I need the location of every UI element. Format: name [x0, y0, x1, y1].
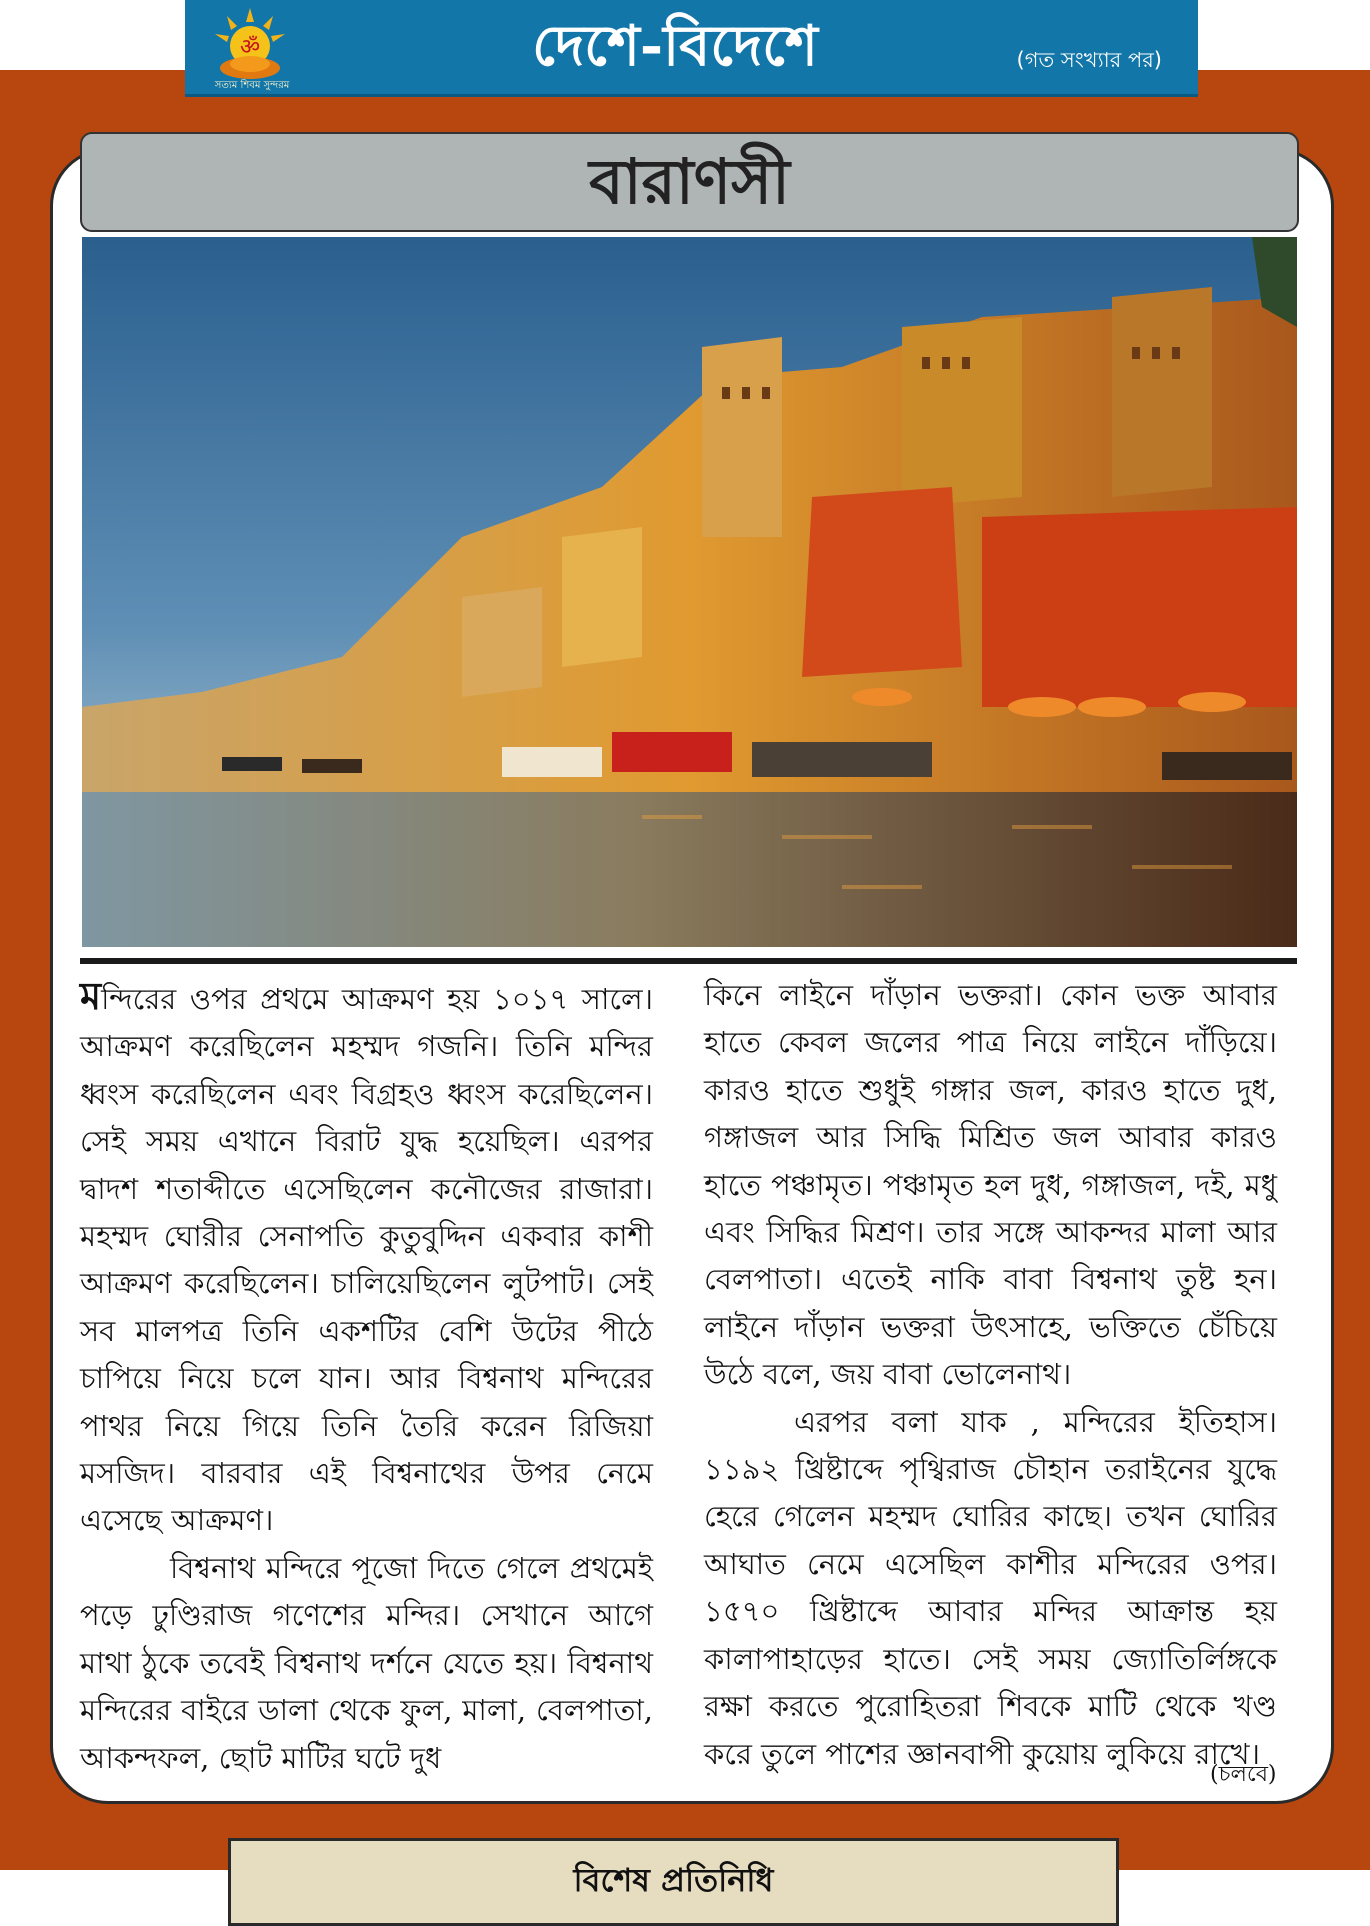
- paragraph-text: ন্দিরের ওপর প্রথমে আক্রমণ হয় ১০১৭ সালে। আক্রমণ করেছিলেন মহম্মদ গজনি। তিনি মন্দির ধ্বংস করেছিলেন এবং বিগ্রহও ধ্বংস করেছিলেন। সেই সময় এখানে বিরাট যুদ্ধ হয়েছিল। এরপর দ্বাদশ শতাব্দীতে এসেছিলেন কনৌজের রাজারা। মহম্মদ ঘোরীর সেনাপতি কুতুবুদ্দিন একবার কাশী আক্রমণ করেছিলেন। চালিয়েছিলেন লুটপাট। সেই সব মালপত্র তিনি একশটির বেশি উটের পীঠে চাপিয়ে নিয়ে চলে যান। আর বিশ্বনাথ মন্দিরের পাথর নিয়ে গিয়ে তিনি তৈরি করেন রিজিয়া মসজিদ। বারবার এই বিশ্বনাথের উপর নেমে এসেছে আক্রমণ।: [80, 982, 653, 1538]
- drop-cap: ম: [80, 973, 102, 1018]
- divider-rule: [80, 958, 1297, 964]
- article-column-left: [80, 972, 653, 1782]
- varanasi-ghats-photo: [82, 237, 1297, 947]
- byline-box: [228, 1838, 1119, 1926]
- continued-from-note: (গত সংখ্যার পর): [1016, 48, 1162, 72]
- byline: বিশেষ প্রতিনিধি: [573, 1861, 774, 1899]
- to-be-continued-note: (চলবে): [1210, 1762, 1277, 1787]
- svg-text:ॐ: ॐ: [239, 35, 261, 60]
- paragraph: এরপর বলা যাক , মন্দিরের ইতিহাস। ১১৯২ খ্রিষ্টাব্দে পৃথ্বিরাজ চৌহান তরাইনের যুদ্ধে হেরে গেলেন মহম্মদ ঘোরির কাছে। তখন ঘোরির আঘাত নেমে এসেছিল কাশীর মন্দিরের ওপর। ১৫৭০ খ্রিষ্টাব্দে আবার মন্দির আক্রান্ত হয় কালাপাহাড়ের হাতে। সেই সময় জ্যোতির্লিঙ্গকে রক্ষা করতে পুরোহিতরা শিবকে মাটি থেকে খণ্ড করে তুলে পাশের জ্ঞানবাপী কুয়োয় লুকিয়ে রাখে।: [704, 1404, 1277, 1771]
- section-header: [185, 0, 1198, 97]
- logo-caption: সত্যম শিবম সুন্দরম: [214, 80, 290, 91]
- article-title: বারাণসী: [589, 145, 790, 218]
- section-title: দেশে-বিদেশে: [532, 13, 818, 79]
- article-title-bar: [80, 132, 1299, 232]
- paragraph: বিশ্বনাথ মন্দিরে পূজো দিতে গেলে প্রথমেই পড়ে ঢুণ্ডিরাজ গণেশের মন্দির। সেখানে আগে মাথা ঠুকে তবেই বিশ্বনাথ দর্শনে যেতে হয়। বিশ্বনাথ মন্দিরের বাইরে ডালা থেকে ফুল, মালা, বেলপাতা, আকন্দফল, ছোট মাটির ঘটে দুধ: [80, 1550, 653, 1775]
- article-column-right: [704, 972, 1277, 1778]
- paragraph: কিনে লাইনে দাঁড়ান ভক্তরা। কোন ভক্ত আবার হাতে কেবল জলের পাত্র নিয়ে লাইনে দাঁড়িয়ে। কারও হাতে শুধুই গঙ্গার জল, কারও হাতে দুধ, গঙ্গাজল আর সিদ্ধি মিশ্রিত জল আবার কারও হাতে পঞ্চামৃত। পঞ্চামৃত হল দুধ, গঙ্গাজল, দই, মধু এবং সিদ্ধির মিশ্রণ। তার সঙ্গে আকন্দর মালা আর বেলপাতা। এতেই নাকি বাবা বিশ্বনাথ তুষ্ট হন। লাইনে দাঁড়ান ভক্তরা উৎসাহে, ভক্তিতে চেঁচিয়ে উঠে বলে, জয় বাবা ভোলেনাথ।: [704, 978, 1277, 1392]
- paragraph: [80, 972, 653, 1545]
